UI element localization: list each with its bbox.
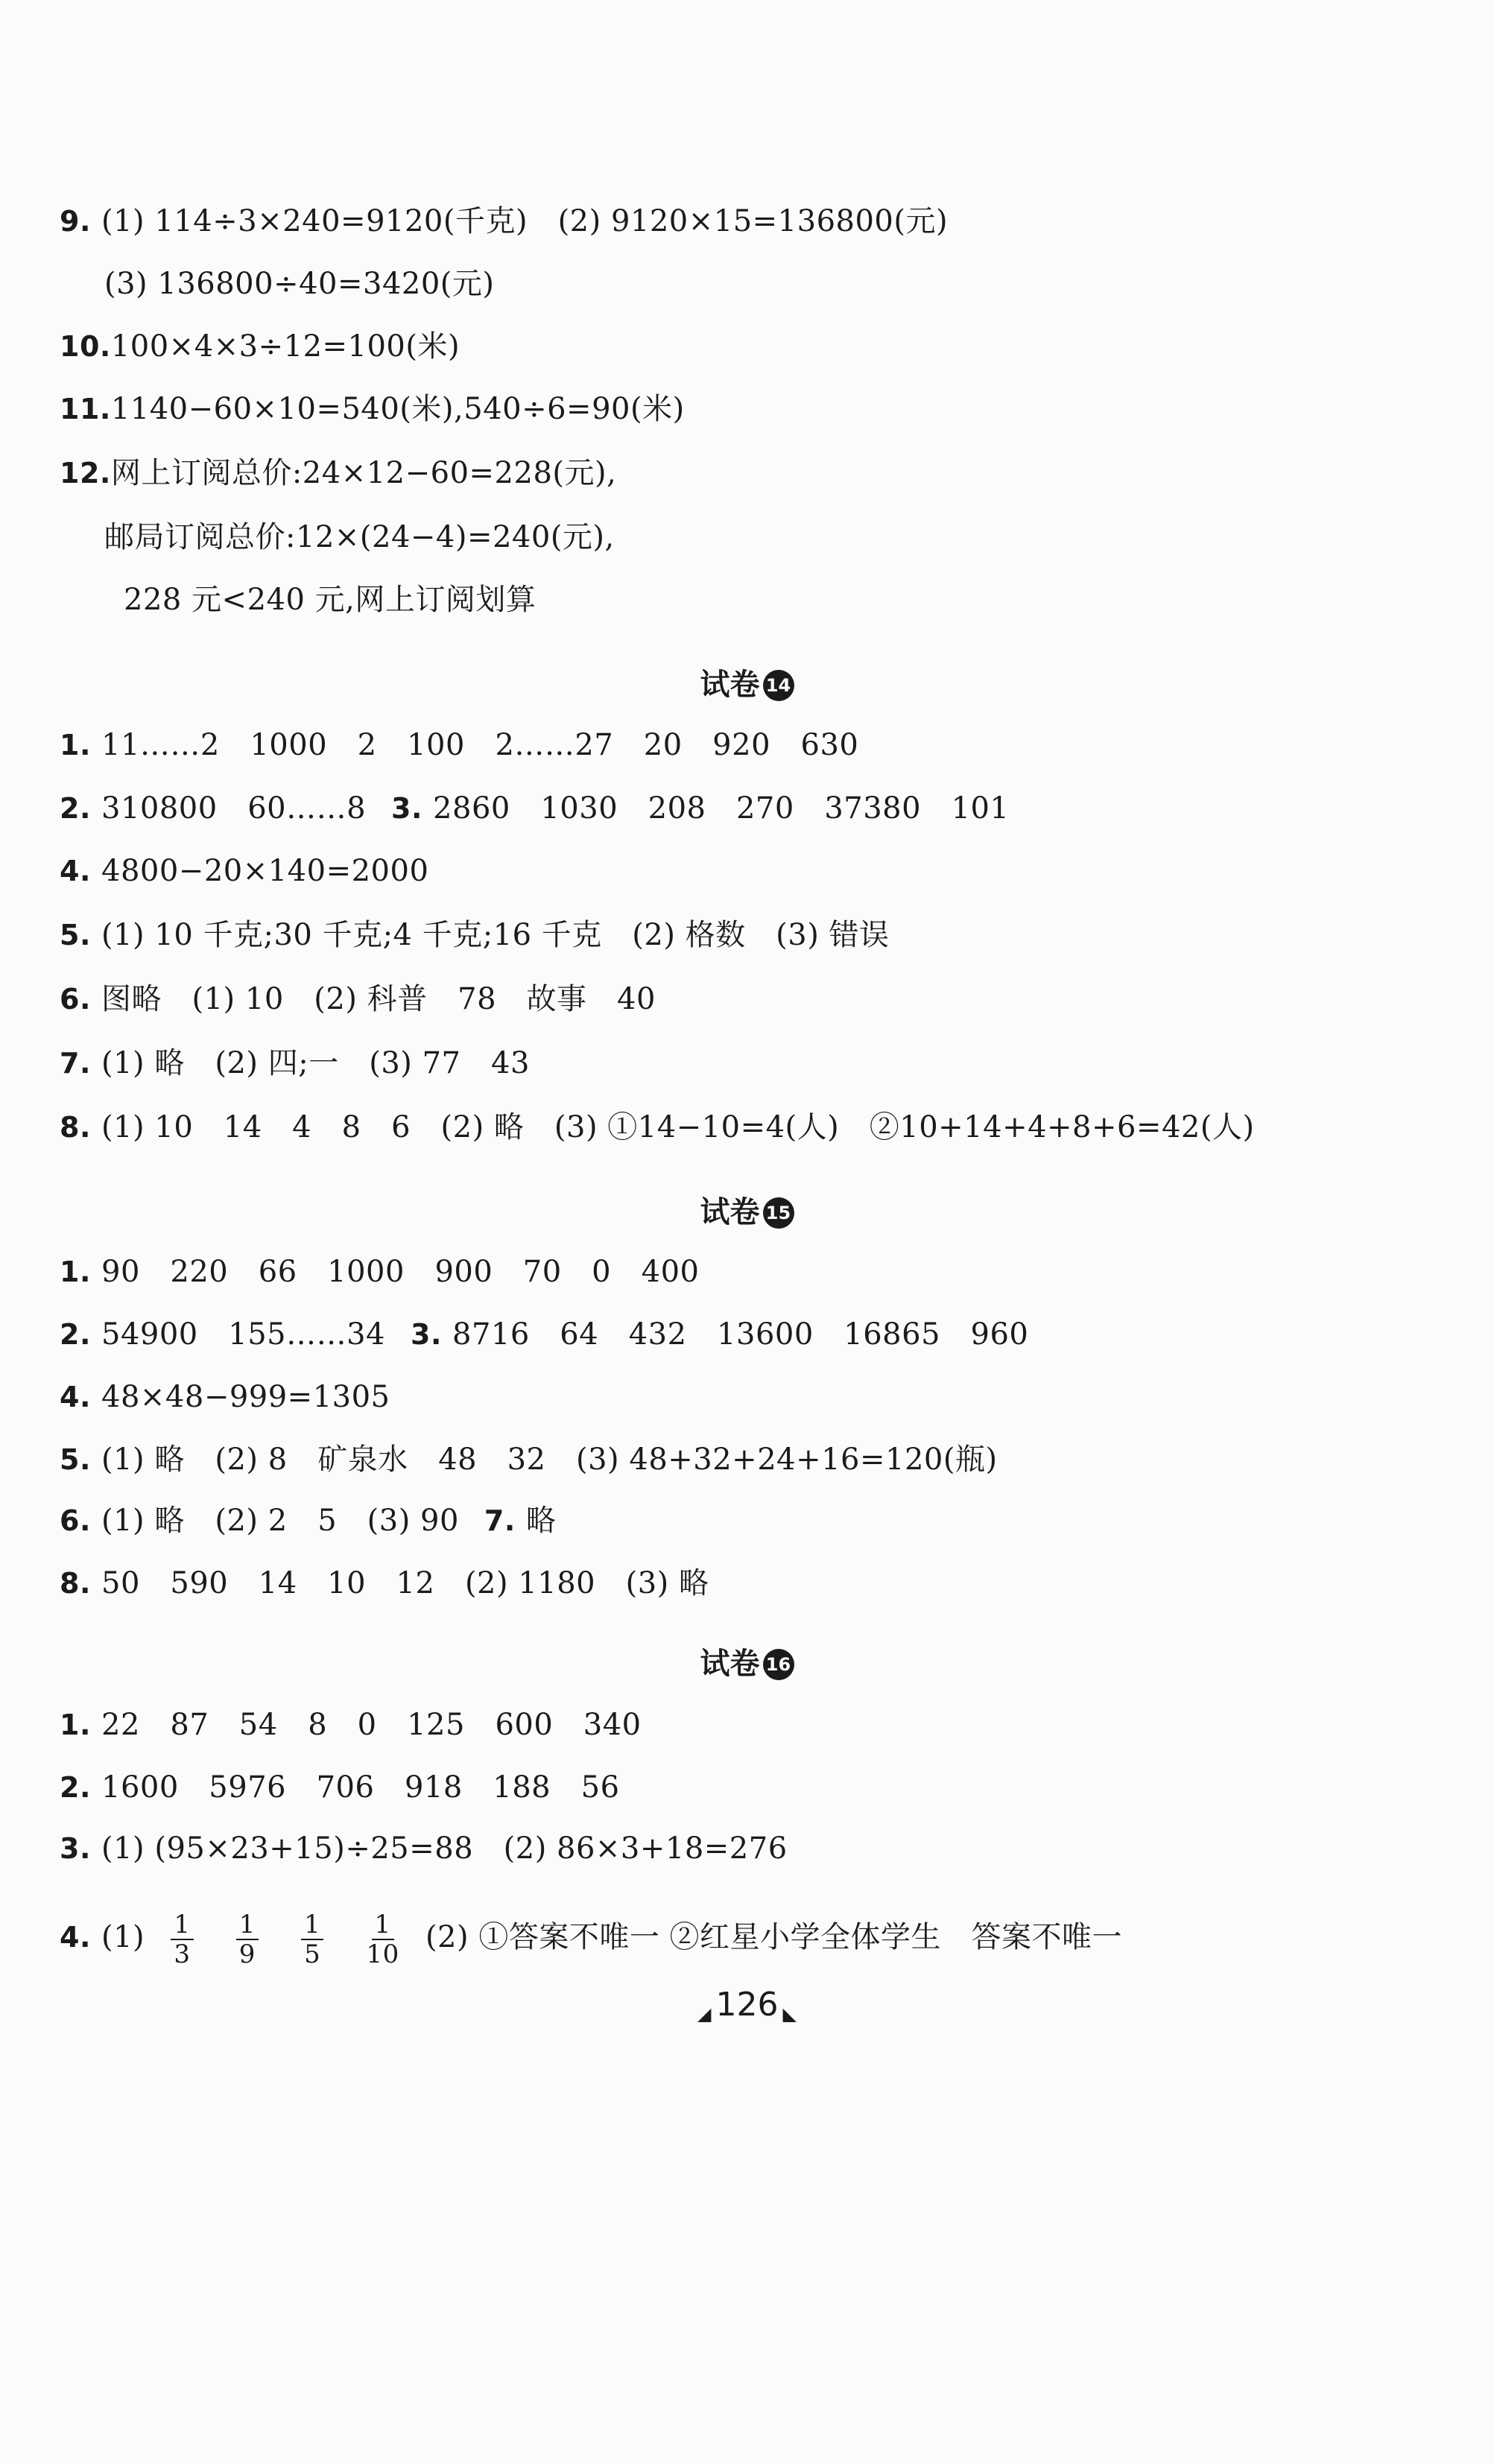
answer-text: 1600 5976 706 918 188 56 bbox=[101, 1770, 620, 1805]
answer-text: (3) 136800÷40=3420(元) bbox=[104, 267, 495, 301]
answer-text: (1) 略 (2) 四;一 (3) 77 43 bbox=[101, 1046, 530, 1080]
question-number: 3. bbox=[391, 792, 422, 825]
question-number: 1. bbox=[60, 1255, 91, 1288]
question-number: 8. bbox=[60, 1111, 91, 1144]
answer-text: (1) 10 14 4 8 6 (2) 略 (3) ①14−10=4(人) ②10+14+4+8+6=42(人) bbox=[101, 1110, 1255, 1144]
answer-text: 图略 (1) 10 (2) 科普 78 故事 40 bbox=[101, 982, 656, 1016]
answer-text: 网上订阅总价:24×12−60=228(元), bbox=[110, 456, 617, 490]
answer-line bbox=[60, 1434, 998, 1486]
question-number: 5. bbox=[60, 1443, 91, 1476]
answer-line bbox=[60, 909, 890, 961]
question-number: 10. bbox=[60, 330, 111, 363]
question-number: 1. bbox=[60, 729, 91, 761]
question-number: 4. bbox=[60, 1381, 91, 1413]
answer-text: (1) 10 千克;30 千克;4 千克;16 千克 (2) 格数 (3) 错误 bbox=[101, 918, 890, 952]
answer-text: 略 bbox=[525, 1504, 557, 1538]
answer-line bbox=[60, 320, 460, 373]
fraction-denominator: 9 bbox=[238, 1939, 256, 1969]
answer-text: 8716 64 432 13600 16865 960 bbox=[452, 1317, 1029, 1352]
answer-text: 1140−60×10=540(米),540÷6=90(米) bbox=[110, 392, 685, 426]
fraction-numerator: 1 bbox=[301, 1910, 323, 1940]
section-heading: 试卷 14 bbox=[0, 659, 1494, 711]
answer-text: 2860 1030 208 270 37380 101 bbox=[433, 791, 1010, 826]
page-number: ◢ 126 ◣ bbox=[697, 1986, 797, 2024]
number-badge-icon: 16 bbox=[763, 1649, 794, 1680]
answer-text: 22 87 54 8 0 125 600 340 bbox=[101, 1708, 642, 1742]
answer-text: 48×48−999=1305 bbox=[101, 1380, 390, 1414]
question-number: 2. bbox=[60, 792, 91, 825]
question-number: 1. bbox=[60, 1708, 91, 1741]
answer-text: 228 元<240 元,网上订阅划算 bbox=[124, 583, 536, 617]
answer-line bbox=[60, 1699, 642, 1751]
answer-text: (2) ①答案不唯一 ②红星小学全体学生 答案不唯一 bbox=[425, 1920, 1123, 1954]
question-number: 5. bbox=[60, 919, 91, 951]
answer-text: (1) (95×23+15)÷25=88 (2) 86×3+18=276 bbox=[101, 1831, 788, 1866]
question-number: 9. bbox=[60, 205, 91, 238]
answer-line bbox=[60, 719, 858, 771]
answer-text: (1) 略 (2) 2 5 (3) 90 bbox=[101, 1504, 459, 1538]
answer-line bbox=[60, 845, 428, 897]
corner-mark-left-icon: ◢ bbox=[697, 2004, 712, 2024]
section-heading: 试卷 15 bbox=[0, 1186, 1494, 1238]
question-number: 12. bbox=[60, 457, 111, 490]
fraction-numerator: 1 bbox=[171, 1910, 193, 1940]
answer-line bbox=[60, 383, 685, 435]
answer-line bbox=[104, 258, 495, 310]
question-number: 7. bbox=[60, 1047, 91, 1080]
question-number: 2. bbox=[60, 1318, 91, 1351]
answer-line bbox=[60, 195, 948, 247]
question-number: 11. bbox=[60, 393, 111, 425]
question-number: 8. bbox=[60, 1567, 91, 1600]
question-number: 4. bbox=[60, 855, 91, 887]
answer-line bbox=[60, 1495, 556, 1547]
answer-text: 邮局订阅总价:12×(24−4)=240(元), bbox=[104, 520, 615, 554]
question-number: 6. bbox=[60, 983, 91, 1016]
answer-line bbox=[60, 1246, 699, 1298]
fraction-numerator: 1 bbox=[236, 1910, 259, 1940]
question-number: 6. bbox=[60, 1504, 91, 1537]
fraction-denominator: 5 bbox=[304, 1939, 321, 1969]
answer-line bbox=[60, 1308, 1028, 1361]
answer-text: 50 590 14 10 12 (2) 1180 (3) 略 bbox=[101, 1566, 709, 1600]
answer-line bbox=[60, 1101, 1255, 1153]
fraction-denominator: 3 bbox=[174, 1939, 191, 1969]
answer-text: 11……2 1000 2 100 2……27 20 920 630 bbox=[101, 728, 859, 762]
section-heading: 试卷 16 bbox=[0, 1638, 1494, 1690]
corner-mark-right-icon: ◣ bbox=[782, 2004, 797, 2024]
answer-line bbox=[60, 447, 616, 499]
answer-line bbox=[60, 1900, 1122, 1974]
answer-text: 90 220 66 1000 900 70 0 400 bbox=[101, 1255, 700, 1289]
fraction bbox=[236, 1910, 259, 1969]
answer-line bbox=[60, 1761, 620, 1814]
question-number: 3. bbox=[411, 1318, 442, 1351]
answer-text: 310800 60……8 bbox=[101, 791, 367, 826]
question-number: 7. bbox=[484, 1504, 516, 1537]
answer-text: (1) bbox=[101, 1920, 145, 1954]
question-number: 4. bbox=[60, 1921, 91, 1954]
number-badge-icon: 15 bbox=[763, 1197, 794, 1229]
question-number: 3. bbox=[60, 1832, 91, 1865]
answer-text: (1) 114÷3×240=9120(千克) (2) 9120×15=136800(元) bbox=[101, 204, 949, 238]
question-number: 2. bbox=[60, 1771, 91, 1804]
answer-line bbox=[60, 1371, 390, 1423]
answer-line bbox=[60, 1037, 530, 1089]
answer-text: (1) 略 (2) 8 矿泉水 48 32 (3) 48+32+24+16=120(瓶) bbox=[101, 1442, 998, 1477]
fraction bbox=[171, 1910, 193, 1969]
answer-line bbox=[60, 782, 1009, 834]
fraction bbox=[301, 1910, 323, 1969]
fraction-denominator: 10 bbox=[366, 1939, 399, 1969]
answer-line bbox=[60, 973, 656, 1025]
answer-text: 54900 155……34 bbox=[101, 1317, 385, 1352]
answer-line bbox=[104, 511, 615, 563]
answer-line bbox=[60, 1557, 709, 1609]
answer-text: 4800−20×140=2000 bbox=[101, 854, 429, 888]
fraction bbox=[366, 1910, 399, 1969]
answer-line bbox=[60, 1822, 788, 1875]
answer-line bbox=[124, 574, 536, 626]
fraction-numerator: 1 bbox=[372, 1910, 394, 1940]
number-badge-icon: 14 bbox=[763, 670, 794, 701]
answer-text: 100×4×3÷12=100(米) bbox=[110, 329, 460, 364]
